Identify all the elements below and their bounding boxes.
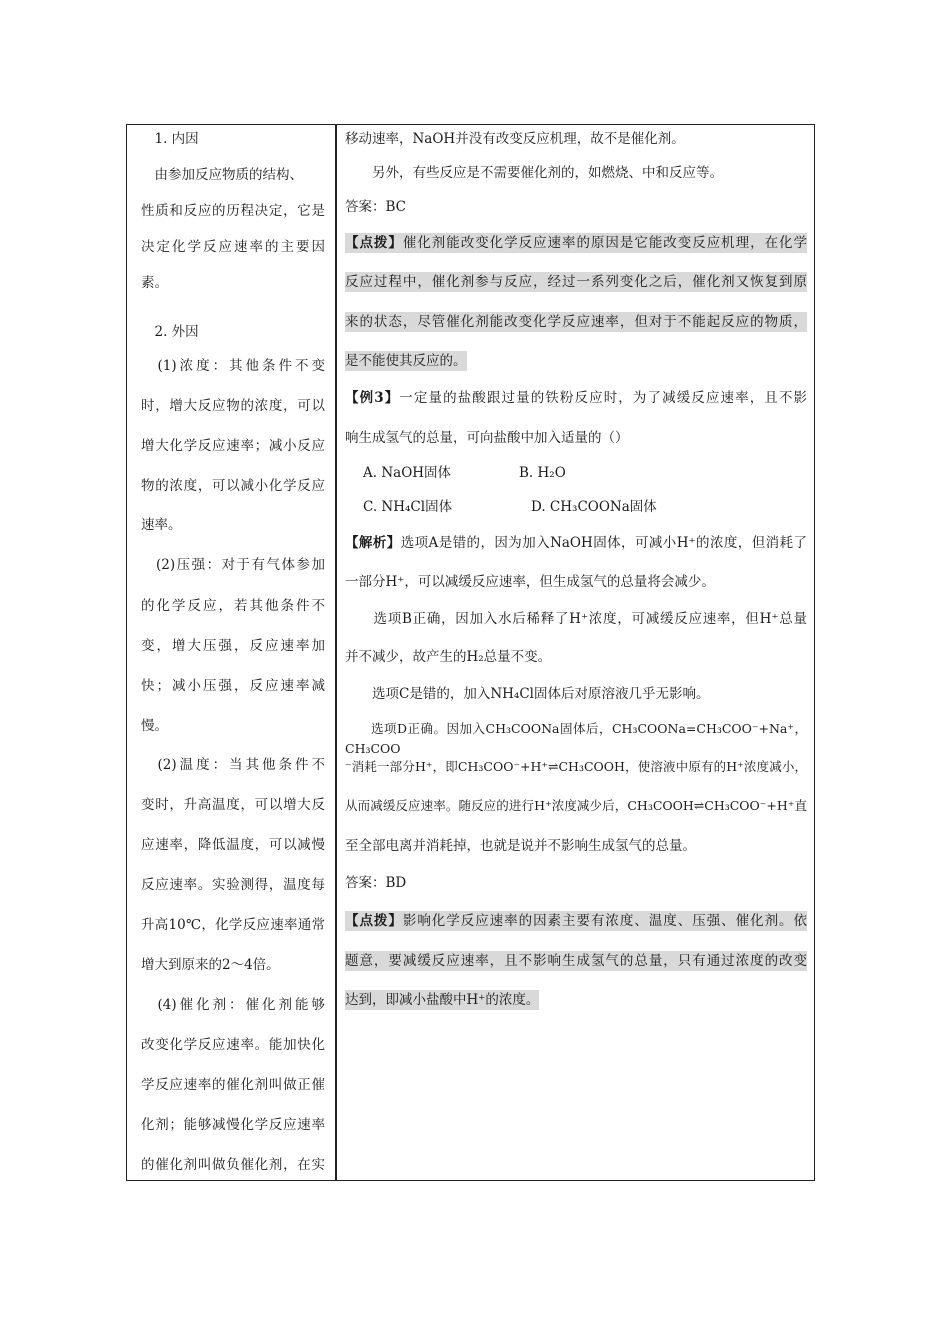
right-line: 移动速率，NaOH并没有改变反应机理，故不是催化剂。	[345, 131, 685, 147]
left-line: 反应速率。实验测得，温度每	[141, 877, 325, 893]
left-line: 应速率，降低温度，可以减慢	[141, 837, 325, 853]
tip-1-line: 是不能使其反应的。	[345, 353, 467, 369]
left-line: 变时，升高温度，可以增大反	[141, 797, 325, 813]
tip-1-line: 来的状态，尽管催化剂能改变化学反应速率，但对于不能起反应的物质，	[345, 314, 807, 330]
left-line: 由参加反应物质的结构、	[141, 167, 303, 183]
left-line: 增大化学反应速率；减小反应	[141, 438, 325, 454]
left-line: 性质和反应的历程决定，它是	[141, 203, 325, 219]
analysis-line: ⁻消耗一部分H⁺，即CH₃COO⁻+H⁺⇌CH₃COOH，使溶液中原有的H⁺浓度减小，	[345, 759, 807, 774]
left-line: (1)浓度：其他条件不变	[141, 358, 325, 374]
left-line: (4)催化剂：催化剂能够	[141, 997, 325, 1013]
left-line: 慢。	[141, 718, 168, 734]
left-line: 快；减小压强，反应速率减	[141, 678, 325, 694]
right-line: 另外，有些反应是不需要催化剂的，如燃烧、中和反应等。	[345, 165, 723, 181]
answer-1: 答案：BC	[345, 199, 407, 215]
left-line: 2. 外因	[141, 324, 199, 340]
left-line: 1. 内因	[141, 131, 199, 147]
left-line: 物的浓度，可以减小化学反应	[141, 478, 325, 494]
left-line: 学反应速率的催化剂叫做正催	[141, 1077, 325, 1093]
tip-2-line: 达到，即减小盐酸中H⁺的浓度。	[345, 992, 540, 1008]
tip-2-line: 题意，要减缓反应速率，且不影响生成氢气的总量，只有通过浓度的改变	[345, 953, 807, 969]
analysis-line: 一部分H⁺，可以减缓反应速率，但生成氢气的总量将会减少。	[345, 574, 715, 590]
left-line: 时，增大反应物的浓度，可以	[141, 398, 325, 414]
left-line: 增大到原来的2～4倍。	[141, 957, 280, 973]
left-line: 决定化学反应速率的主要因	[141, 239, 325, 255]
option-b: B. H₂O	[519, 465, 566, 481]
option-d: D. CH₃COONa固体	[531, 499, 657, 515]
analysis-line	[345, 533, 807, 553]
option-c: C. NH₄Cl固体	[363, 499, 453, 515]
left-line: 改变化学反应速率。能加快化	[141, 1037, 325, 1053]
left-line: 的化学反应，若其他条件不	[141, 598, 325, 614]
left-line: (2)压强：对于有气体参加	[141, 557, 325, 573]
example-3-line: 响生成氢气的总量，可向盐酸中加入适量的（）	[345, 430, 629, 446]
analysis-label: 【解析】	[345, 535, 401, 551]
answer-2: 答案：BD	[345, 875, 407, 891]
analysis-line: 并不减少，故产生的H₂总量不变。	[345, 649, 552, 665]
analysis-line: 从而减缓反应速率。随反应的进行H⁺浓度减少后，CH₃COOH⇌CH₃COO⁻+H⁺直	[345, 798, 807, 813]
left-line: 升高10℃，化学反应速率通常	[141, 917, 325, 933]
left-line: (2)温度：当其他条件不	[141, 757, 325, 773]
analysis-line: 选项B正确，因加入水后稀释了H⁺浓度，可减缓反应速率，但H⁺总量	[345, 611, 807, 627]
left-line: 变，增大压强，反应速率加	[141, 638, 325, 654]
example-3-line	[345, 388, 807, 408]
analysis-text: 选项A是错的，因为加入NaOH固体，可减小H⁺的浓度，但消耗了	[400, 535, 807, 551]
tip-1-line	[345, 233, 807, 253]
left-line: 素。	[141, 275, 168, 291]
analysis-line: 选项C是错的，加入NH₄Cl固体后对原溶液几乎无影响。	[345, 686, 710, 702]
analysis-line: 选项D正确。因加入CH₃COONa固体后，CH₃COONa=CH₃COO⁻+Na⁺，CH₃COO	[345, 721, 807, 756]
left-line: 速率。	[141, 517, 182, 533]
column-divider	[335, 125, 337, 1180]
tip-2-label: 【点拨】	[345, 913, 403, 929]
example-3-label: 【例3】	[345, 390, 400, 406]
tip-2-line	[345, 911, 807, 931]
example-3-text: 一定量的盐酸跟过量的铁粉反应时，为了减缓反应速率，且不影	[399, 390, 807, 406]
tip-1-line: 反应过程中，催化剂参与反应，经过一系列变化之后，催化剂又恢复到原	[345, 274, 807, 290]
tip-1-label: 【点拨】	[345, 235, 403, 251]
option-a: A. NaOH固体	[363, 465, 452, 481]
analysis-line: 至全部电离并消耗掉，也就是说并不影响生成氢气的总量。	[345, 838, 696, 854]
tip-2-text: 影响化学反应速率的因素主要有浓度、温度、压强、催化剂。依	[402, 913, 808, 929]
tip-1-text: 催化剂能改变化学反应速率的原因是它能改变反应机理，在化学	[402, 235, 808, 251]
left-line: 的催化剂叫做负催化剂，在实	[141, 1157, 325, 1173]
left-line: 化剂；能够减慢化学反应速率	[141, 1117, 325, 1133]
content-table	[126, 124, 815, 1181]
